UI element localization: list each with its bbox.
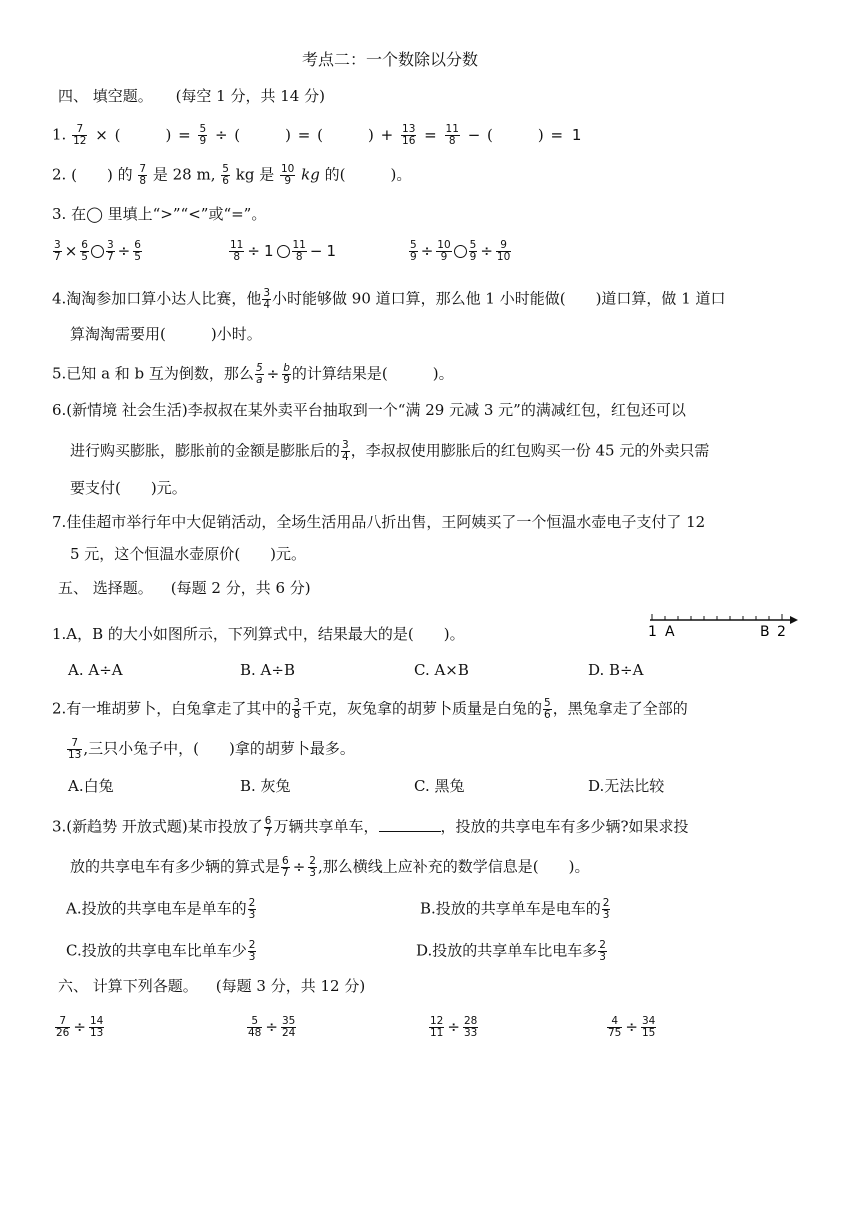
- calc-problem-1: $\frac{7}{26}$ ÷ $\frac{14}{13}$: [56, 1015, 104, 1039]
- question-number: 1.: [52, 125, 67, 144]
- option-c[interactable]: C. A×B: [414, 661, 469, 679]
- section-six-header: 六、 计算下列各题。 (每题 3 分，共 12 分): [58, 977, 366, 995]
- number-line-b: B: [760, 624, 770, 640]
- number-line-start: 1: [648, 624, 657, 640]
- page-title: 考点二：一个数除以分数: [302, 50, 479, 69]
- question-6-line-3: 要支付( )元。: [70, 479, 187, 497]
- compare-circle[interactable]: [454, 245, 467, 258]
- fraction: $\frac{5}{6}$: [222, 163, 229, 187]
- text: kg 是: [235, 165, 275, 184]
- number-line-figure: [640, 606, 800, 642]
- answer-blank[interactable]: ( ): [71, 165, 113, 184]
- calc-problem-2: $\frac{5}{48}$ ÷ $\frac{35}{24}$: [248, 1015, 296, 1039]
- number-line-end: 2: [777, 624, 786, 640]
- section-four-header: [58, 86, 325, 106]
- fill-in-line[interactable]: [379, 817, 441, 832]
- choice-question-2-line-2: $\frac{7}{13}$ ,三只小兔子中，( )拿的胡萝卜最多。: [68, 737, 355, 761]
- question-number: 2.: [52, 165, 67, 184]
- answer-blank[interactable]: ( ): [234, 125, 292, 144]
- question-6-line-1: 6.(新情境 社会生活)李叔叔在某外卖平台抽取到一个“满 29 元减 3 元”的满减红包，红包还可以: [52, 401, 686, 419]
- divide-sign: ÷: [214, 125, 228, 144]
- option-d[interactable]: D.无法比较: [588, 777, 665, 795]
- option-d[interactable]: D.投放的共享单车比电车多 $\frac{2}{3}$: [416, 939, 606, 963]
- choice-question-1: 1.A，B 的大小如图所示，下列算式中，结果最大的是( )。: [52, 625, 465, 643]
- question-5: 5.已知 a 和 b 互为倒数，那么 $\frac{5}{a}$ ÷ $\frac{b}{9}$ 的计算结果是( )。: [52, 362, 454, 386]
- option-b[interactable]: B. A÷B: [240, 661, 295, 679]
- arrow-head-icon: [790, 616, 798, 624]
- question-7-line-1: 7.佳佳超市举行年中大促销活动，全场生活用品八折出售，王阿姨买了一个恒温水壶电子支付了 12: [52, 513, 706, 531]
- option-d[interactable]: D. B÷A: [588, 661, 644, 679]
- choice-question-3-line-1: 3.(新趋势 开放式题)某市投放了 $\frac{6}{7}$ 万辆共享单车， ，投放的共享电车有多少辆?如果求投: [52, 815, 689, 839]
- answer-blank[interactable]: ( ): [317, 125, 374, 144]
- times-sign: ×: [95, 125, 108, 144]
- equals-sign: =: [178, 125, 191, 144]
- fraction: $\frac{11}{8}$: [445, 123, 459, 147]
- option-a[interactable]: A. A÷A: [68, 661, 123, 679]
- section-four-points: (每空 1 分，共 14 分): [175, 87, 325, 105]
- number-one: 1: [571, 125, 582, 144]
- question-6-line-2: 进行购买膨胀，膨胀前的金额是膨胀后的 $\frac{3}{4}$ ，李叔叔使用膨胀后的红包购买一份 45 元的外卖只需: [70, 439, 710, 463]
- fraction: $\frac{7}{12}$: [73, 123, 87, 147]
- question-4-line-1: 4.淘淘参加口算小达人比赛，他 $\frac{3}{4}$ 小时能够做 90 道口算，那么他 1 小时能做( )道口算，做 1 道口: [52, 287, 726, 311]
- option-c[interactable]: C. 黑兔: [414, 777, 465, 795]
- compare-expression-3: $\frac{5}{9}$ ÷ $\frac{10}{9}$ $\frac{5}{9}$ ÷ $\frac{9}{10}$: [410, 239, 511, 263]
- fraction: $\frac{5}{9}$: [199, 123, 207, 147]
- option-b[interactable]: B.投放的共享单车是电车的 $\frac{2}{3}$: [420, 897, 610, 921]
- equals-sign: =: [297, 125, 311, 144]
- compare-expression-1: $\frac{3}{7}$ × $\frac{6}{5}$ $\frac{3}{7}$ ÷ $\frac{6}{5}$: [54, 239, 141, 263]
- compare-expression-2: $\frac{11}{8}$ ÷ 1 $\frac{11}{8}$ − 1: [230, 239, 336, 263]
- equals-sign: =: [424, 125, 437, 144]
- compare-circle[interactable]: [277, 245, 290, 258]
- plus-sign: +: [380, 125, 394, 144]
- question-1: [52, 124, 583, 147]
- text: 是 28 m,: [152, 165, 216, 184]
- equals-sign: =: [550, 125, 564, 144]
- choice-question-3-line-2: 放的共享电车有多少辆的算式是 $\frac{6}{7}$ ÷ $\frac{2}{3}$ ,那么横线上应补充的数学信息是( )。: [70, 855, 590, 879]
- answer-blank[interactable]: ( ): [487, 125, 544, 144]
- number-line-ticks: [652, 614, 782, 620]
- minus-sign: −: [467, 125, 481, 144]
- question-2: [52, 164, 411, 187]
- fraction: $\frac{13}{16}$: [402, 123, 416, 147]
- option-b[interactable]: B. 灰兔: [240, 777, 291, 795]
- calc-problem-3: $\frac{12}{11}$ ÷ $\frac{28}{33}$: [430, 1015, 478, 1039]
- option-a[interactable]: A.投放的共享电车是单车的 $\frac{2}{3}$: [66, 897, 256, 921]
- section-five-header: 五、 选择题。 (每题 2 分，共 6 分): [58, 579, 311, 597]
- unit-kg: kg: [301, 165, 320, 184]
- question-3: 3. 在◯ 里填上“>”“<”或“=”。: [52, 205, 267, 223]
- answer-blank[interactable]: ( ): [114, 125, 172, 144]
- question-7-line-2: 5 元，这个恒温水壶原价( )元。: [70, 545, 307, 563]
- fraction: $\frac{7}{8}$: [139, 163, 147, 187]
- choice-question-2-line-1: 2.有一堆胡萝卜，白兔拿走了其中的 $\frac{3}{8}$ 千克，灰兔拿的胡萝卜质量是白兔的 $\frac{5}{6}$ ，黑兔拿走了全部的: [52, 697, 688, 721]
- number-line-a: A: [665, 624, 675, 640]
- compare-circle[interactable]: [91, 245, 104, 258]
- calc-problem-4: $\frac{4}{75}$ ÷ $\frac{34}{15}$: [608, 1015, 656, 1039]
- section-four-label: 四、 填空题。: [58, 87, 153, 105]
- question-4-line-2: 算淘淘需要用( )小时。: [70, 325, 262, 343]
- fraction: $\frac{10}{9}$: [280, 163, 295, 187]
- option-c[interactable]: C.投放的共享电车比单车少 $\frac{2}{3}$: [66, 939, 256, 963]
- text: 的: [117, 165, 133, 184]
- text: 的( )。: [324, 165, 412, 184]
- option-a[interactable]: A.白兔: [68, 777, 114, 795]
